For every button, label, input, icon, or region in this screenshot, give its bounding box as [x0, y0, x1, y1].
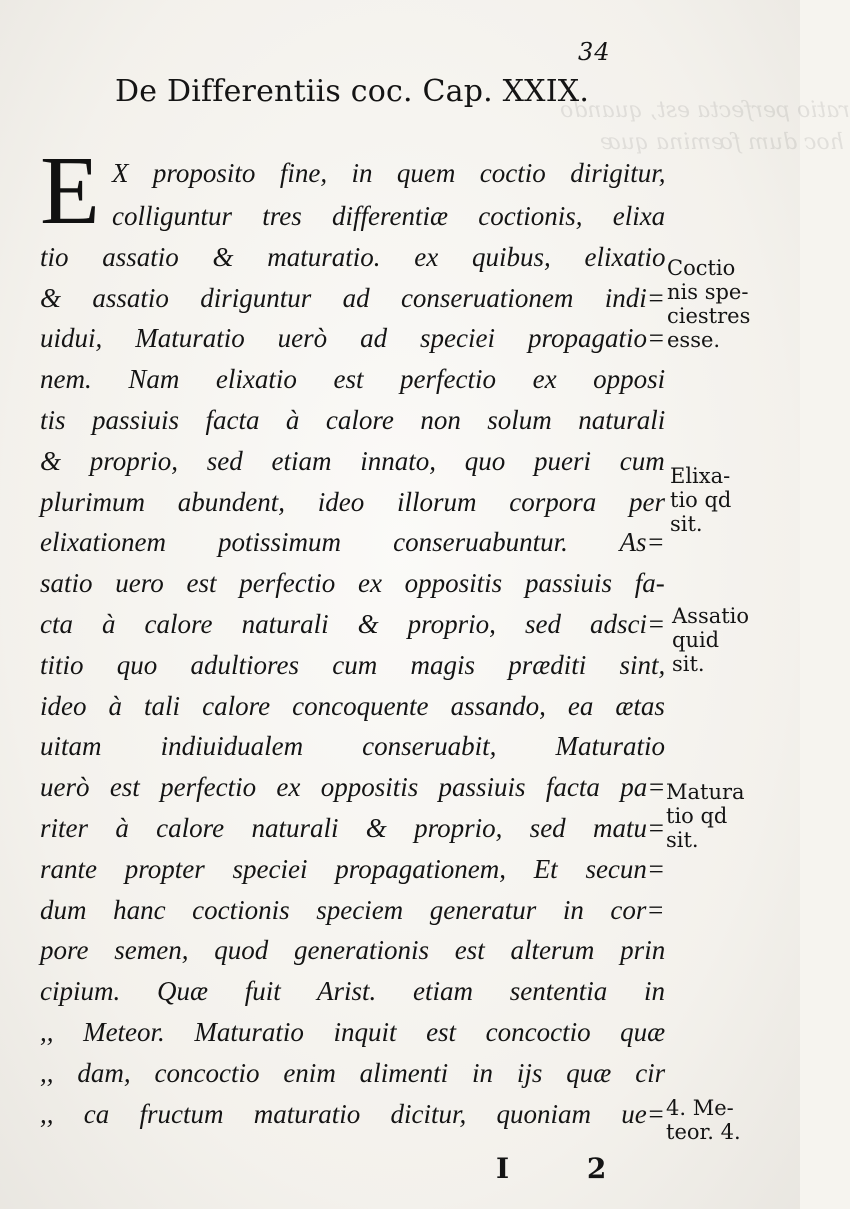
body-text: [40, 137, 666, 1134]
text-line: cta à calore naturali & proprio, sed adsci=: [40, 608, 666, 639]
text-line: elixationem potissimum conseruabuntur. As=: [40, 527, 665, 558]
marginal-note-meteor: 4. Me- teor. 4.: [666, 1096, 741, 1144]
text-line: ideo à tali calore concoquente assando, ea ætas: [40, 690, 665, 721]
text-line: pore semen, quod generationis est alterum prin: [40, 935, 666, 966]
text-line: X proposito fine, in quem coctio dirigitur,: [112, 158, 666, 188]
marginal-note-elixatio: Elixa- tio qd sit.: [670, 464, 732, 536]
text-line: plurimum abundent, ideo illorum corpora per: [40, 486, 665, 517]
marginal-note-coctio: Coctio nis spe- ciestres esse.: [667, 256, 751, 352]
text-line: dum hanc coctionis speciem generatur in cor=: [40, 894, 665, 925]
text-line: tis passiuis facta à calore non solum naturali: [40, 404, 666, 435]
text-line: uitam indiuidualem conseruabit, Maturatio: [40, 731, 665, 762]
marginal-note-maturatio: Matura tio qd sit.: [666, 780, 745, 852]
text-line: titio quo adultiores cum magis præditi sint,: [40, 649, 666, 680]
page-number: 34: [578, 38, 611, 66]
drop-cap: E: [40, 137, 100, 245]
text-line: cipium. Quæ fuit Arist. etiam sententia in: [40, 976, 665, 1007]
text-line: rante propter speciei propagationem, Et secun=: [40, 853, 666, 884]
text-line: tio assatio & maturatio. ex quibus, elixatio: [40, 241, 666, 272]
text-line: riter à calore naturali & proprio, sed matu=: [40, 812, 666, 843]
marginal-note-assatio: Assatio quid sit.: [672, 604, 750, 676]
text-line: ,, Meteor. Maturatio inquit est concoctio quæ: [40, 1016, 666, 1047]
text-line: colliguntur tres differentiæ coctionis, elixa: [112, 201, 666, 231]
text-line: ,, dam, concoctio enim alimenti in ijs quæ cir: [40, 1057, 666, 1088]
text-line: nem. Nam elixatio est perfectio ex opposi: [40, 364, 666, 395]
text-line: & assatio diriguntur ad conseruationem indi=: [40, 282, 665, 313]
text-line: uidui, Maturatio uerò ad speciei propagatio=: [40, 323, 666, 354]
text-line: ,, ca fructum maturatio dicitur, quoniam ue=: [40, 1098, 665, 1129]
running-head: De Differentiis coc. Cap. XXIX.: [115, 74, 590, 109]
bleed-through-text: ratio perfecta est, quando: [560, 98, 850, 123]
bleed-through-text: hoc dum fœmina quæ: [600, 130, 844, 155]
text-line: uerò est perfectio ex oppositis passiuis facta pa=: [40, 772, 666, 803]
text-line: & proprio, sed etiam innato, quo pueri cum: [40, 445, 665, 476]
signature-mark: I 2: [496, 1152, 641, 1185]
text-line: satio uero est perfectio ex oppositis passiuis fa-: [40, 568, 665, 599]
